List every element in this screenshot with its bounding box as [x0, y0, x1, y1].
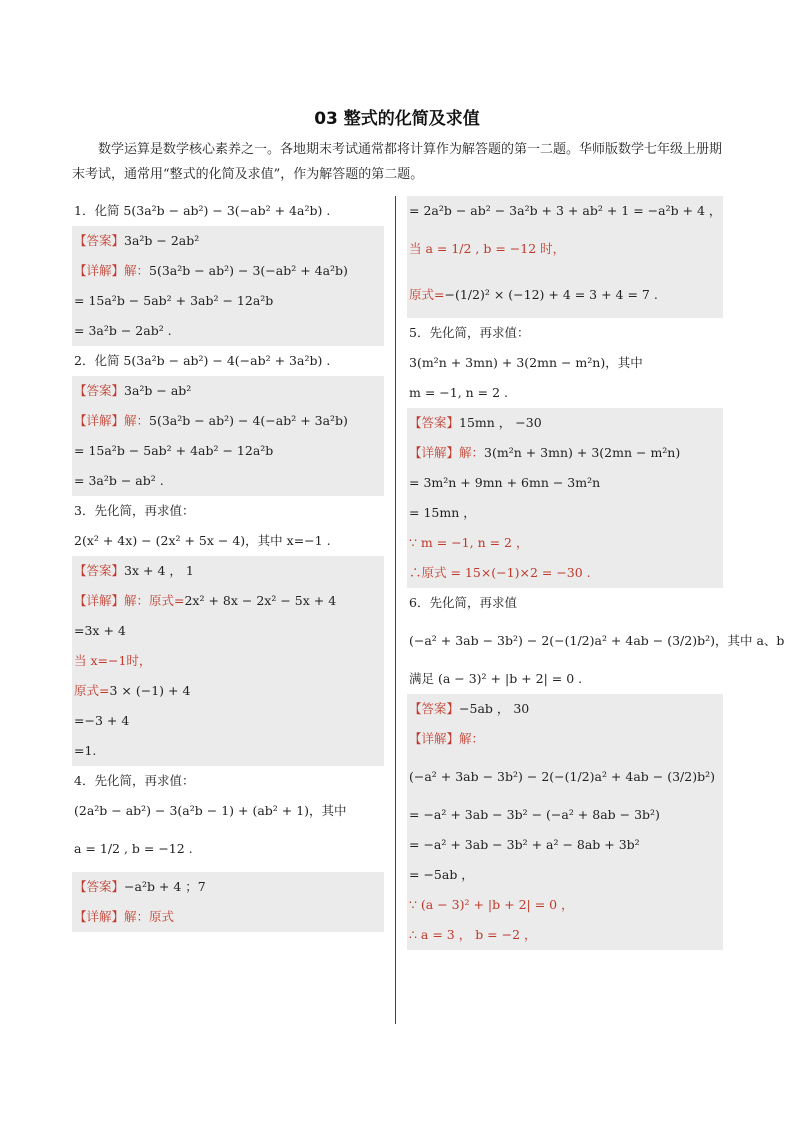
question-line	[407, 588, 723, 618]
intro-paragraph: 数学运算是数学核心素养之一。各地期末考试通常都将计算作为解答题的第一二题。华师版数学七年级上册期末考试，通常用“整式的化简及求值”，作为解答题的第二题。	[72, 142, 723, 182]
question-line	[407, 348, 723, 378]
line-label: 【答案】	[409, 415, 460, 430]
line-text: 3(m²n + 3mn) + 3(2mn − m²n)，其中	[409, 355, 643, 370]
question-line	[72, 526, 384, 556]
line-label: 【答案】	[74, 383, 125, 398]
line-text: = 3a²b − ab² .	[74, 473, 164, 488]
line-label: 【详解】解：	[409, 731, 485, 746]
line-label: 【详解】解：	[74, 413, 150, 428]
line-text: 3 × (−1) + 4	[109, 683, 191, 698]
line-text: = 15a²b − 5ab² + 4ab² − 12a²b	[74, 443, 274, 458]
question-line	[72, 496, 384, 526]
line-label: 【详解】解：原式=	[74, 593, 185, 608]
question-line	[72, 826, 384, 872]
line-text: =3x + 4	[74, 623, 126, 638]
line-text: 满足 (a − 3)² + |b + 2| = 0 .	[409, 671, 583, 686]
line-text: 2x² + 8x − 2x² − 5x + 4	[184, 593, 337, 608]
line-text: 3(m²n + 3mn) + 3(2mn − m²n)	[484, 445, 681, 460]
line-text: ∴原式 = 15×(−1)×2 = −30 .	[409, 565, 591, 580]
solution-line	[407, 468, 723, 498]
solution-line	[72, 286, 384, 316]
solution-line	[72, 616, 384, 646]
line-label: 原式=	[74, 683, 110, 698]
solution-line	[407, 920, 723, 950]
line-text: m = −1, n = 2 .	[409, 385, 509, 400]
solution-line	[407, 800, 723, 830]
line-text: 5．先化简，再求值：	[409, 325, 530, 340]
line-text: 6．先化简，再求值	[409, 595, 517, 610]
answer-line	[407, 724, 723, 754]
line-text: 3．先化简，再求值：	[74, 503, 195, 518]
line-label: 【详解】解：原式	[74, 909, 175, 924]
line-text: 4．先化简，再求值：	[74, 773, 195, 788]
line-text: 5(3a²b − ab²) − 4(−ab² + 3a²b)	[149, 413, 348, 428]
line-text: =−3 + 4	[74, 713, 130, 728]
answer-line	[72, 902, 384, 932]
left-column	[72, 196, 384, 932]
question-line	[72, 346, 384, 376]
line-text: (−a² + 3ab − 3b²) − 2(−(1/2)a² + 4ab − (3/2)b²)	[409, 769, 715, 784]
line-label: 【答案】	[74, 233, 125, 248]
answer-line	[72, 226, 384, 256]
answer-line	[72, 406, 384, 436]
column-divider	[395, 196, 396, 1024]
line-text: = −a² + 3ab − 3b² − (−a² + 8ab − 3b²)	[409, 807, 660, 822]
line-text: (−a² + 3ab − 3b²) − 2(−(1/2)a² + 4ab − (3/2)b²)，其中 a、b	[409, 633, 785, 648]
answer-line	[72, 586, 384, 616]
solution-line	[72, 676, 384, 706]
line-label: 【答案】	[409, 701, 460, 716]
line-text: 3x + 4 ， 1	[124, 563, 194, 578]
solution-line	[407, 226, 723, 272]
solution-line	[72, 706, 384, 736]
question-line	[72, 196, 384, 226]
line-label: 【详解】解：	[74, 263, 150, 278]
question-line	[407, 664, 723, 694]
line-text: −a²b + 4 ；7	[124, 879, 206, 894]
line-label: 原式=	[409, 287, 445, 302]
solution-line	[72, 436, 384, 466]
line-label: 【详解】解：	[409, 445, 485, 460]
line-text: = 3a²b − 2ab² .	[74, 323, 172, 338]
line-text: 当 x=−1时，	[74, 653, 152, 668]
answer-line	[72, 556, 384, 586]
line-text: =1.	[74, 743, 97, 758]
line-text: = 2a²b − ab² − 3a²b + 3 + ab² + 1 = −a²b + 4 ，	[409, 203, 722, 218]
line-text: ∵ m = −1, n = 2 ，	[409, 535, 529, 550]
question-line	[72, 766, 384, 796]
line-text: 1．化简 5(3a²b − ab²) − 3(−ab² + 4a²b) .	[74, 203, 331, 218]
line-text: 2．化简 5(3a²b − ab²) − 4(−ab² + 3a²b) .	[74, 353, 331, 368]
solution-line	[407, 498, 723, 528]
line-text: ∵ (a − 3)² + |b + 2| = 0 ，	[409, 897, 574, 912]
line-text: ∴ a = 3 ， b = −2 ，	[409, 927, 537, 942]
solution-line	[72, 466, 384, 496]
solution-line	[72, 646, 384, 676]
line-text: = 15mn ，	[409, 505, 476, 520]
answer-line	[72, 256, 384, 286]
answer-line	[72, 872, 384, 902]
solution-line	[407, 196, 723, 226]
question-line	[407, 618, 785, 664]
line-text: 3a²b − ab²	[124, 383, 192, 398]
line-label: 【答案】	[74, 563, 125, 578]
answer-line	[72, 376, 384, 406]
line-text: −(1/2)² × (−12) + 4 = 3 + 4 = 7 .	[444, 287, 658, 302]
line-text: 3a²b − 2ab²	[124, 233, 200, 248]
solution-line	[407, 860, 723, 890]
solution-line	[407, 272, 723, 318]
line-text: −5ab ， 30	[459, 701, 530, 716]
line-text: 5(3a²b − ab²) − 3(−ab² + 4a²b)	[149, 263, 348, 278]
answer-line	[407, 694, 723, 724]
line-text: = −a² + 3ab − 3b² + a² − 8ab + 3b²	[409, 837, 640, 852]
question-line	[72, 796, 384, 826]
solution-line	[72, 736, 384, 766]
line-text: 当 a = 1/2 , b = −12 时，	[409, 241, 566, 256]
solution-line	[407, 528, 723, 558]
line-text: (2a²b − ab²) − 3(a²b − 1) + (ab² + 1)，其中	[74, 803, 347, 818]
answer-line	[407, 438, 723, 468]
solution-line	[72, 316, 384, 346]
line-text: = 15a²b − 5ab² + 3ab² − 12a²b	[74, 293, 274, 308]
line-text: = 3m²n + 9mn + 6mn − 3m²n	[409, 475, 601, 490]
solution-line	[407, 890, 723, 920]
line-label: 【答案】	[74, 879, 125, 894]
line-text: a = 1/2 , b = −12 .	[74, 841, 193, 856]
line-text: = −5ab ，	[409, 867, 474, 882]
solution-line	[407, 754, 723, 800]
line-text: 15mn ， −30	[459, 415, 542, 430]
solution-line	[407, 558, 723, 588]
question-line	[407, 318, 723, 348]
line-text: 2(x² + 4x) − (2x² + 5x − 4)，其中 x=−1 .	[74, 533, 331, 548]
solution-line	[407, 830, 723, 860]
answer-line	[407, 408, 723, 438]
right-column	[407, 196, 785, 950]
question-line	[407, 378, 723, 408]
page-title: 03 整式的化简及求值	[314, 109, 480, 129]
